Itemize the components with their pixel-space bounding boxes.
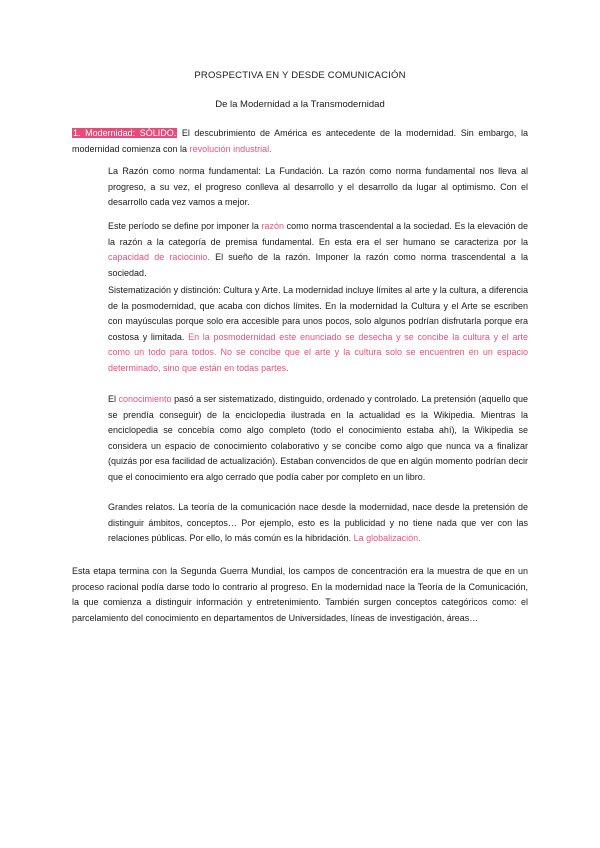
paragraph-text: como norma trascendental a la sociedad. Es la elevación de la razón a la categoría de premisa fundamental. En esta era el ser humano se caracteriza por la (108, 221, 529, 247)
paragraph-segunda-guerra (72, 564, 528, 626)
highlighted-text: razón (261, 221, 285, 231)
paragraph-text: El descubrimiento de América es antecedente de la modernidad. Sin embargo, la modernidad comienza con la (72, 128, 528, 154)
paragraph-text: El sueño de la razón. Imponer la razón como norma trascendental a la sociedad. (108, 252, 528, 278)
paragraph-text: El (108, 394, 119, 404)
paragraph-text: pasó a ser sistematizado, distinguido, ordenado y controlado. La pretensión (aquello que se prendía conseguir) de la enciclopedia ilustrada en la actualidad es la Wikipedia. Mientras la enciclopedia se concebía como algo completo (todo el conocimiento estaba ahí), la Wikipedia se considera un espacio de conocimiento colaborativo y se concibe como algo que nunca va a finalizar (quizás por esa facilidad de actualización). Estaban convencidos de que en algún momento podrían decir que el conocimiento era algo cerrado que podía caber por completo en un libro. (108, 394, 528, 482)
paragraph-text: La Razón como norma fundamental: La Fundación. La razón como norma fundamental nos lleva al progreso, a su vez, el progreso conlleva al desarrollo y el desarrollo da lugar al optimismo. Con el desarrollo cada vez vamos a mejor. (108, 166, 528, 208)
document-title: PROSPECTIVA EN Y DESDE COMUNICACIÓN (194, 70, 406, 81)
paragraph-text: Sistematización y distinción: Cultura y Arte. La modernidad incluye límites al arte y la cultura, a diferencia de la posmodernidad, que acaba con dichos límites. En la modernidad la Cultura y el Arte se escriben con mayúsculas porque solo era accesible para unos pocos, solo algunos podrían disfrutarla porque era costosa y limitada. (108, 285, 528, 342)
paragraph-grandes-relatos (108, 500, 528, 547)
paragraph-razon (108, 164, 528, 211)
paragraph-text: Grandes relatos. La teoría de la comunicación nace desde la modernidad, nace desde la pretensión de distinguir ámbitos, conceptos… Por ejemplo, esto es la publicidad y no tiene nada que ver con las relaciones públicas. Por ello, lo más común es la hibridación. (108, 502, 528, 544)
document-subtitle: De la Modernidad a la Transmodernidad (215, 99, 385, 110)
highlighted-text: La globalización. (353, 533, 421, 544)
paragraph-sistematizacion (108, 283, 528, 377)
paragraph-periodo (108, 219, 528, 281)
highlighted-text: revolución industrial. (189, 143, 272, 154)
highlighted-text: En la posmodernidad este enunciado se desecha y se concibe la cultura y el arte como un todo para todos. No se concibe que el arte y la cultura solo se encuentren en un espacio determinado, sino que están en todas partes. (108, 331, 528, 373)
paragraph-modernidad (72, 126, 528, 157)
paragraph-text: Este período se define por imponer la (108, 221, 262, 231)
highlighted-text: capacidad de raciocinio. (108, 252, 210, 263)
highlighted-text: conocimiento (118, 394, 172, 404)
paragraph-conocimiento (108, 392, 528, 486)
paragraph-text: Esta etapa termina con la Segunda Guerra Mundial, los campos de concentración era la muestra de que en un proceso racional podía darse todo lo contrario al progreso. En la modernidad nace la Teoría de la Comunicación, la que comienza a distinguir información y entretenimiento. También surgen conceptos categóricos como: el parcelamiento del conocimiento en departamentos de Universidades, líneas de investigación, áreas… (72, 566, 528, 623)
highlighted-heading: 1. Modernidad: SÓLIDO. (73, 128, 177, 138)
